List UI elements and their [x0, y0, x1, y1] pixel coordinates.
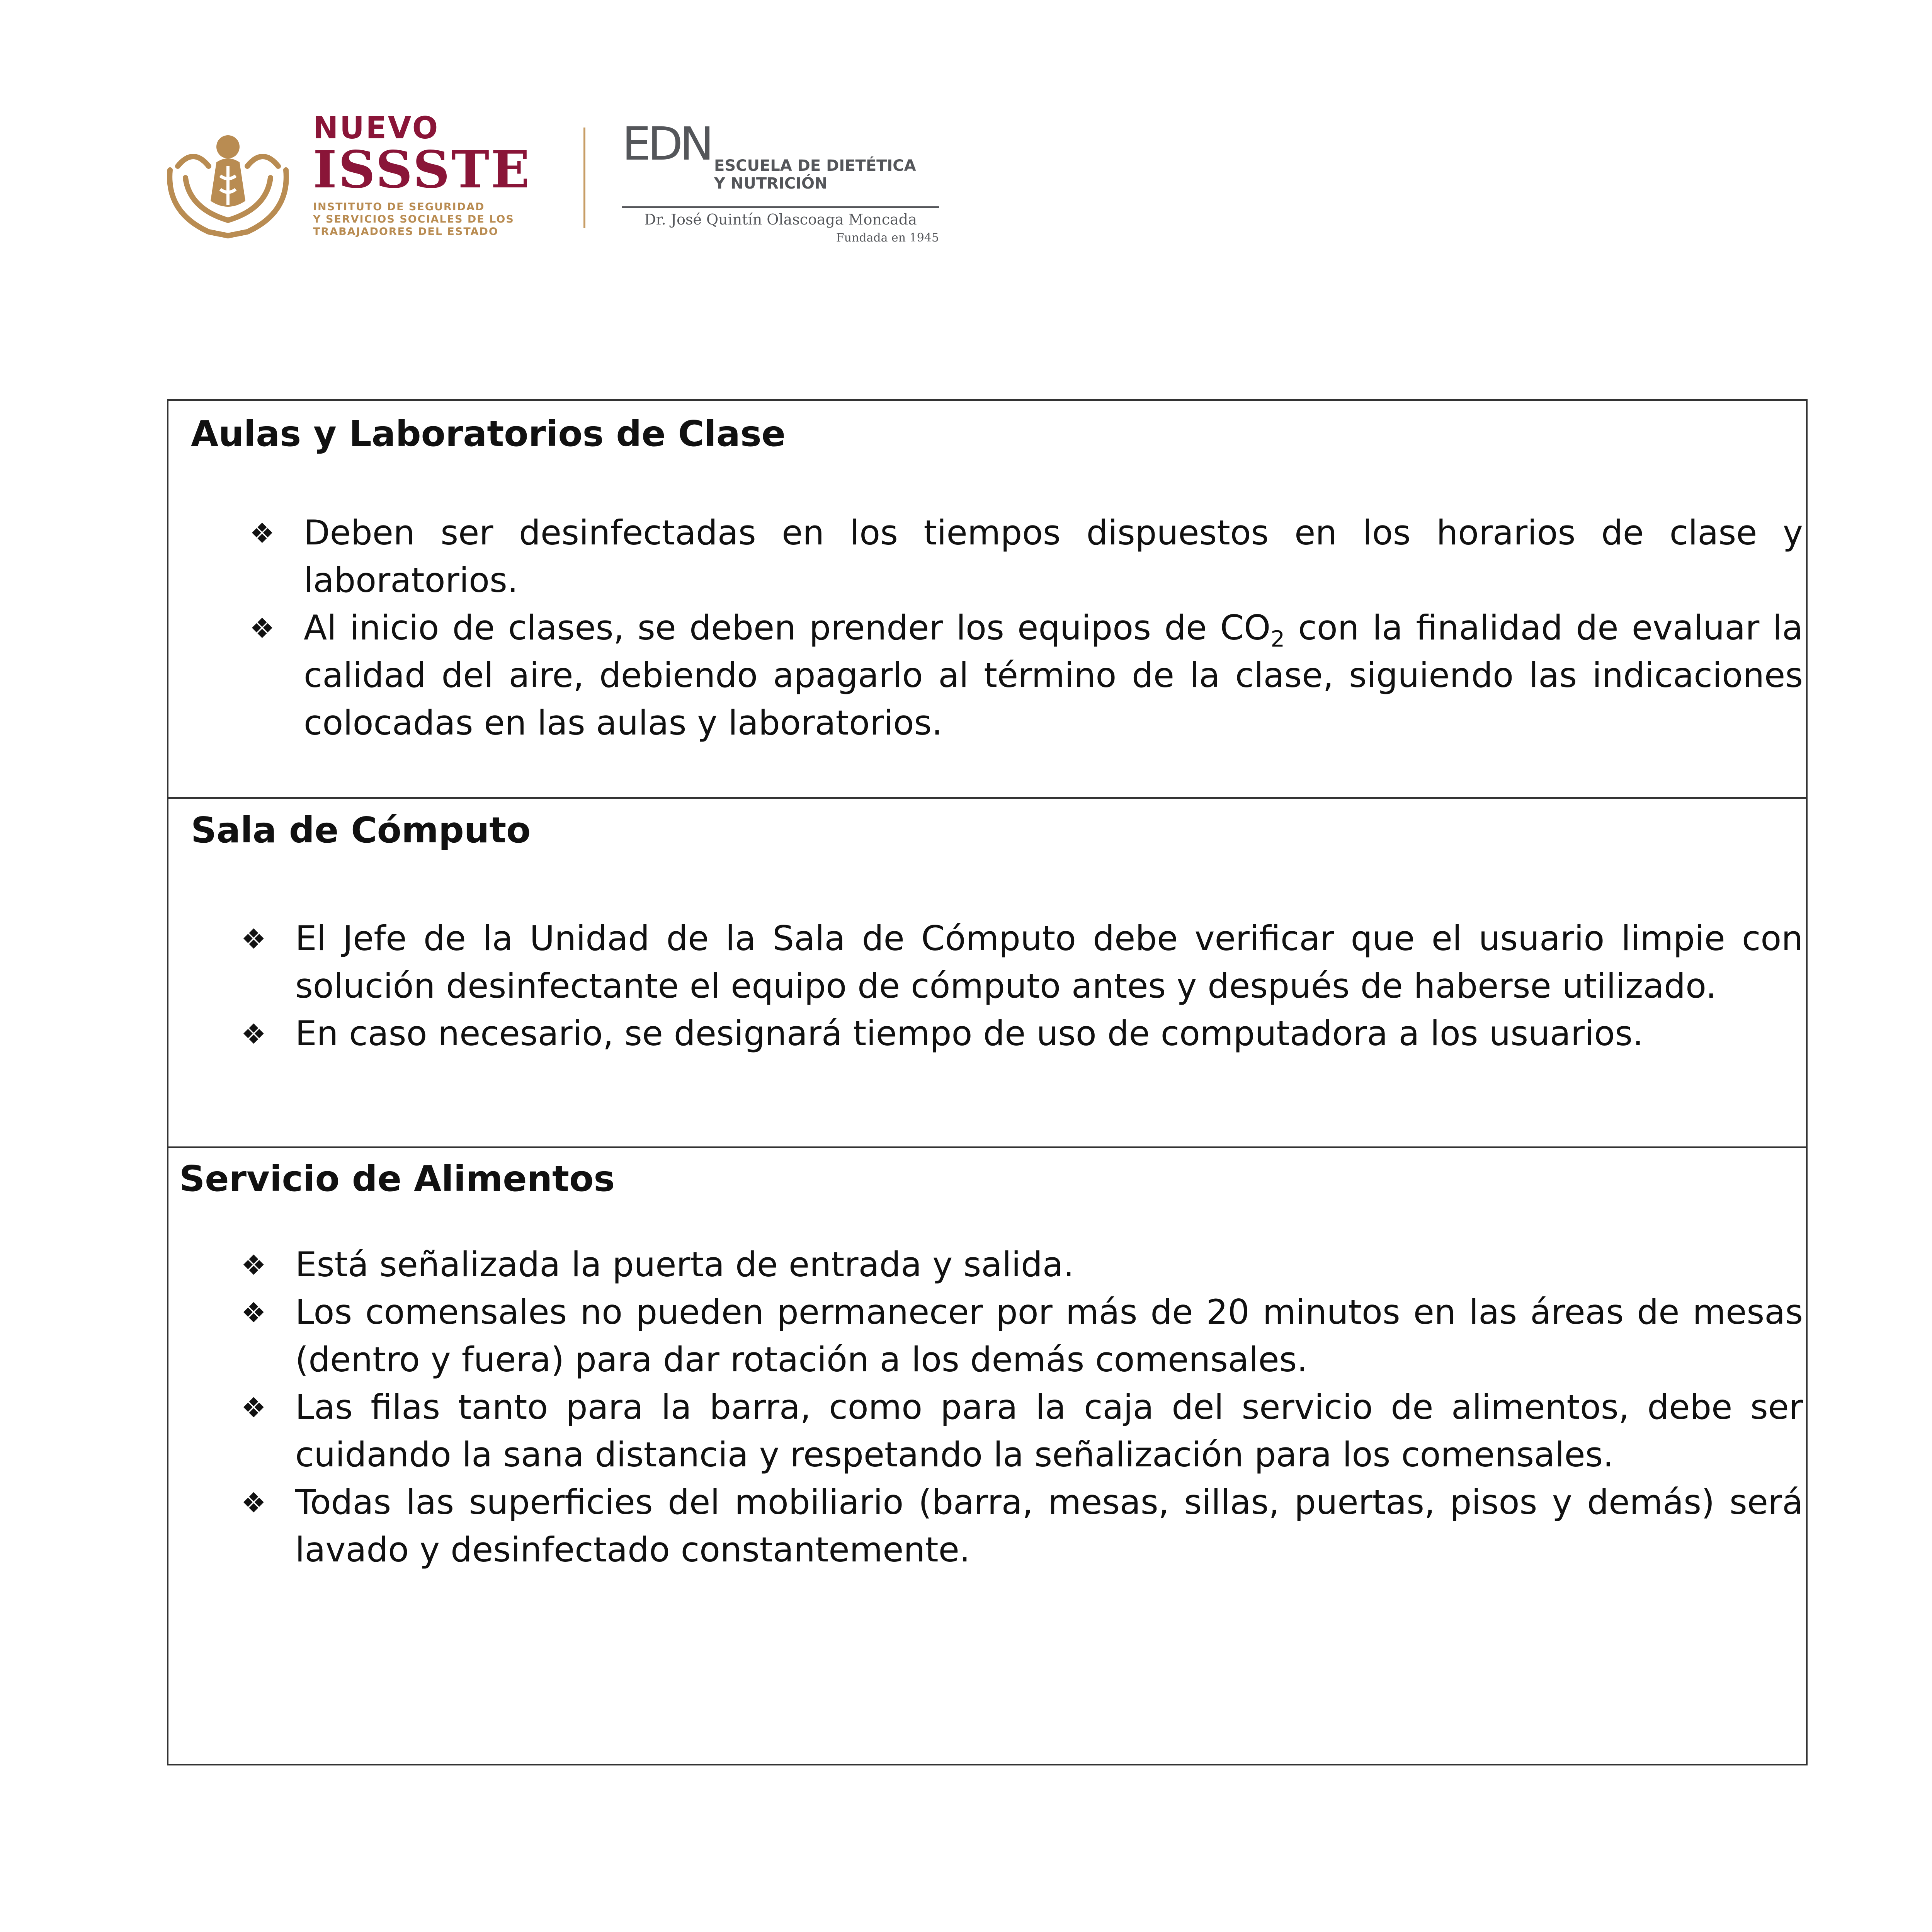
bullet-text-before: Al inicio de clases, se deben prender los equipos de CO [304, 608, 1271, 648]
diamond-bullet-icon: ❖ [241, 1486, 266, 1519]
edn-title [714, 157, 916, 192]
bullet-text: El Jefe de la Unidad de la Sala de Cómputo debe verificar que el usuario limpie con solución desinfectante el equipo de cómputo antes y después de haberse utilizado. [295, 918, 1803, 1006]
section-title: Sala de Cómputo [191, 810, 531, 851]
header-divider [583, 128, 585, 228]
bullet-list [241, 915, 1803, 1057]
issste-name: ISSSTE [313, 140, 531, 200]
document-header [162, 112, 974, 251]
bullet-item [250, 604, 1803, 747]
edn-title-line: Y NUTRICIÓN [714, 175, 828, 192]
bullet-item [241, 915, 1803, 1010]
edn-person: Dr. José Quintín Olascoaga Moncada [644, 211, 917, 228]
issste-subtitle-line: INSTITUTO DE SEGURIDAD [313, 201, 485, 213]
section-title: Aulas y Laboratorios de Clase [191, 413, 786, 454]
bullet-text: Está señalizada la puerta de entrada y salida. [295, 1245, 1074, 1284]
edn-founded: Fundada en 1945 [836, 231, 939, 245]
section-servicio-alimentos [168, 1146, 1806, 1765]
bullet-item [241, 1288, 1803, 1383]
bullet-item [241, 1478, 1803, 1573]
diamond-bullet-icon: ❖ [250, 517, 275, 549]
bullet-list [250, 509, 1803, 747]
bullet-item [250, 509, 1803, 604]
edn-rule [622, 206, 939, 208]
diamond-bullet-icon: ❖ [241, 1296, 266, 1329]
bullet-list [241, 1241, 1803, 1573]
diamond-bullet-icon: ❖ [241, 923, 266, 955]
bullet-item [241, 1241, 1803, 1288]
content-table [167, 399, 1808, 1765]
bullet-text: Deben ser desinfectadas en los tiempos dispuestos en los horarios de clase y laboratorios. [304, 513, 1803, 600]
bullet-item [241, 1383, 1803, 1478]
issste-subtitle-line: Y SERVICIOS SOCIALES DE LOS [313, 213, 514, 225]
bullet-text: Todas las superficies del mobiliario (barra, mesas, sillas, puertas, pisos y demás) será lavado y desinfectado constantemente. [295, 1482, 1803, 1570]
bullet-text: Los comensales no pueden permanecer por más de 20 minutos en las áreas de mesas (dentro y fuera) para dar rotación a los demás comensales. [295, 1292, 1803, 1379]
bullet-text: En caso necesario, se designará tiempo de uso de computadora a los usuarios. [295, 1014, 1644, 1053]
edn-letters: EDN [622, 117, 711, 170]
diamond-bullet-icon: ❖ [241, 1018, 266, 1050]
section-aulas [168, 401, 1806, 799]
edn-title-line: ESCUELA DE DIETÉTICA [714, 157, 916, 175]
diamond-bullet-icon: ❖ [241, 1391, 266, 1424]
issste-subtitle-line: TRABAJADORES DEL ESTADO [313, 226, 498, 238]
bullet-item [241, 1010, 1803, 1057]
diamond-bullet-icon: ❖ [250, 612, 275, 645]
bullet-text-after: con la finalidad de evaluar la calidad del aire, debiendo apagarlo al término de la clase, siguiendo las indicaciones colocadas en las aulas y laboratorios. [304, 608, 1803, 743]
issste-subtitle [313, 201, 576, 238]
section-title: Servicio de Alimentos [179, 1158, 615, 1199]
issste-wordmark [313, 112, 576, 238]
bullet-text: Las filas tanto para la barra, como para la caja del servicio de alimentos, debe ser cuidando la sana distancia y respetando la señalización para los comensales. [295, 1387, 1803, 1475]
issste-emblem-icon [162, 124, 294, 240]
bullet-subscript: 2 [1270, 626, 1285, 652]
section-sala-computo [168, 797, 1806, 1148]
issste-nuevo: NUEVO [313, 111, 440, 146]
diamond-bullet-icon: ❖ [241, 1249, 266, 1281]
